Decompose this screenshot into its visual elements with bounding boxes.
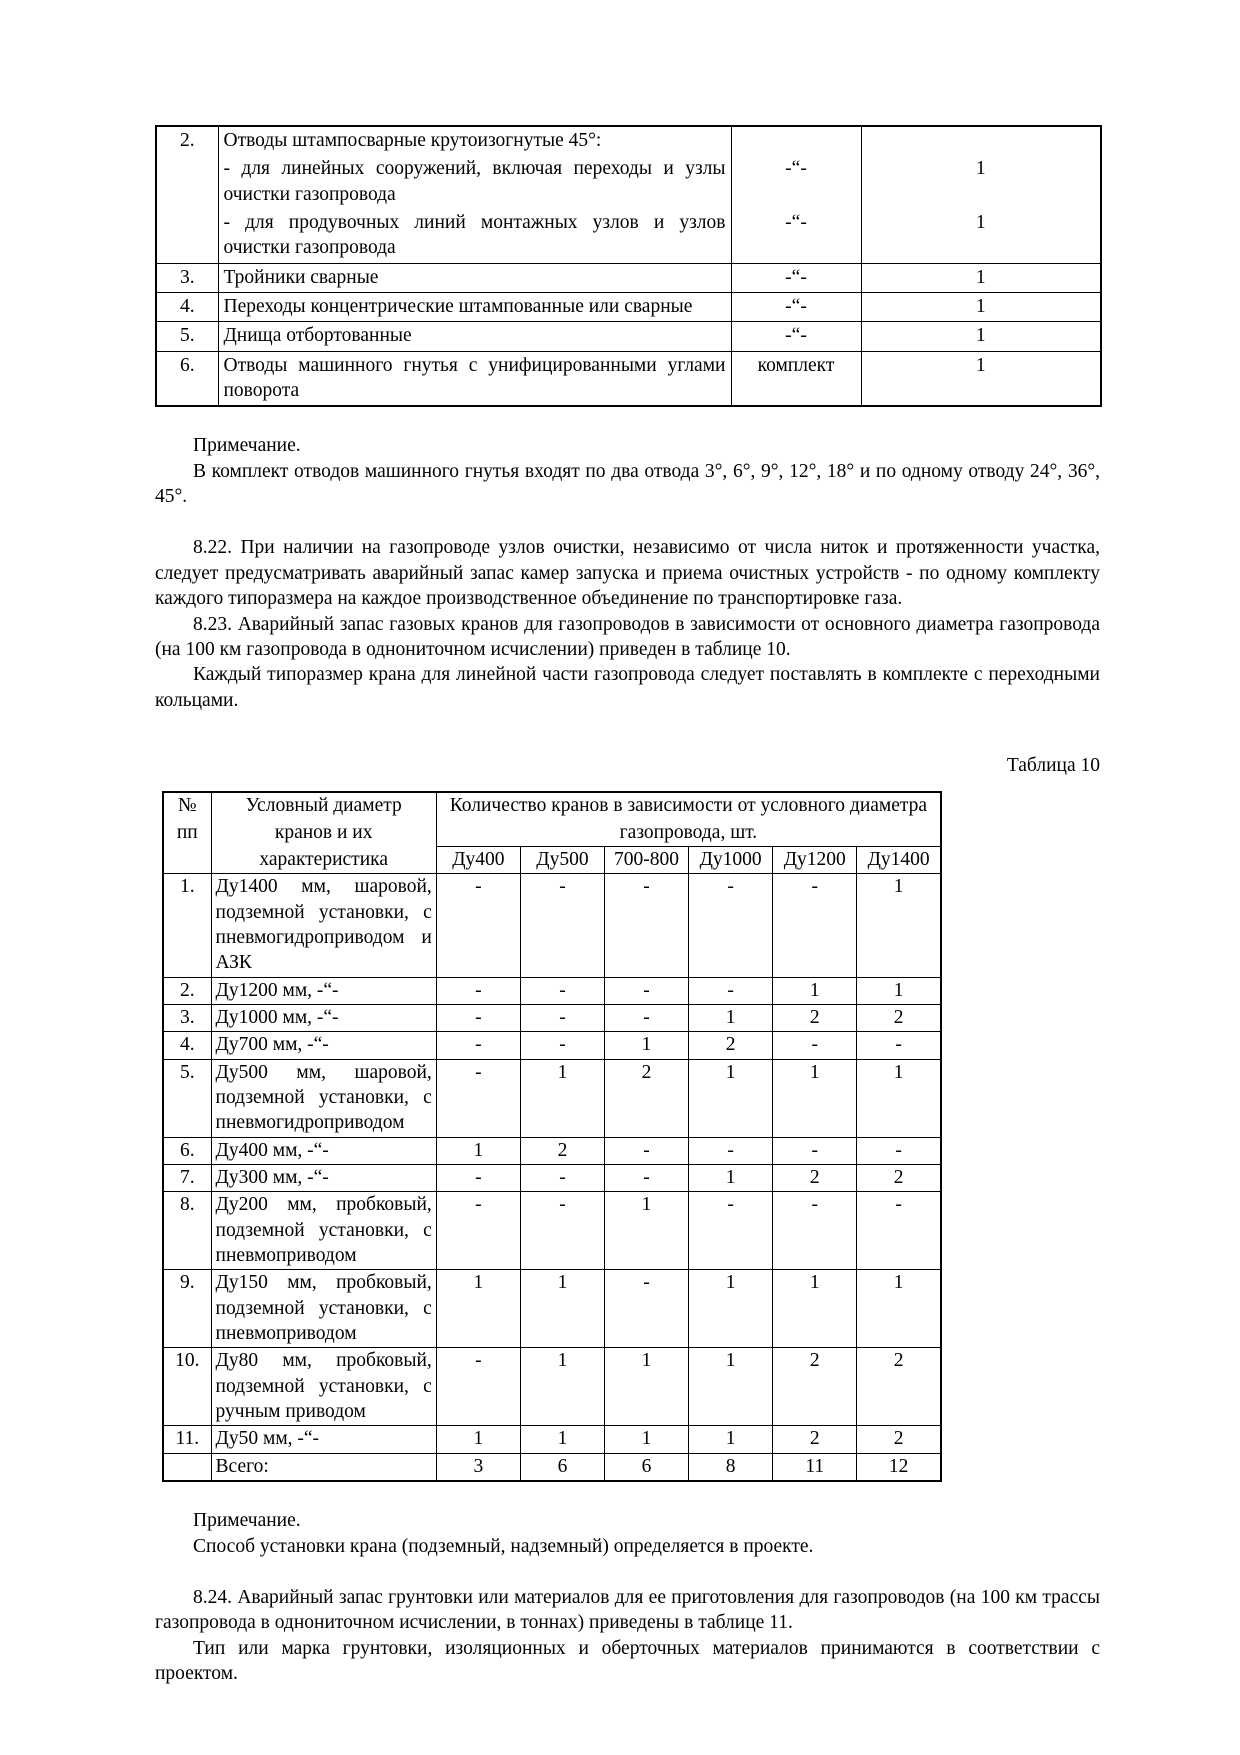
- paragraph-8-22: 8.22. При наличии на газопроводе узлов очистки, независимо от числа ниток и протяженности участка, следует предусматривать аварийный запас камер запуска и приема очистных устройств - по одному комплекту каждого типоразмера на каждое производственное объединение по транспортировке газа.: [155, 537, 1100, 610]
- table-row: [163, 1004, 941, 1031]
- row-unit: [731, 126, 861, 155]
- cell-700-800: -: [605, 1165, 689, 1192]
- row-characteristic: Ду1400 мм, шаровой, подземной установки, с пневмогидроприводом и АЗК: [211, 874, 436, 977]
- cell-du400: -: [436, 1165, 520, 1192]
- cell-du1400: 1: [857, 1270, 941, 1348]
- cell-du1400: 2: [857, 1004, 941, 1031]
- table-row: [163, 1348, 941, 1426]
- row-qty: 1: [861, 351, 1101, 406]
- total-du1400: 12: [857, 1453, 941, 1481]
- row-title: Тройники сварные: [218, 263, 731, 292]
- cell-du1400: 1: [857, 977, 941, 1004]
- cell-du400: -: [436, 874, 520, 977]
- note2-body: Способ установки крана (подземный, надземный) определяется в проекте.: [193, 1535, 814, 1557]
- table-row: [163, 977, 941, 1004]
- table-row: [163, 1426, 941, 1453]
- table-row: [163, 1270, 941, 1348]
- header-du400: Ду400: [436, 846, 520, 873]
- header-num-empty: [163, 846, 211, 873]
- cell-du1200: 1: [773, 977, 857, 1004]
- row-qty: 1: [861, 293, 1101, 322]
- header-du1000: Ду1000: [689, 846, 773, 873]
- table-row: [156, 322, 1101, 351]
- cell-du400: -: [436, 1192, 520, 1270]
- cell-700-800: -: [605, 1270, 689, 1348]
- row-number: 2.: [156, 126, 218, 263]
- cell-du1000: -: [689, 1137, 773, 1164]
- cell-du500: 1: [520, 1270, 604, 1348]
- cell-du400: 1: [436, 1426, 520, 1453]
- cell-700-800: -: [605, 977, 689, 1004]
- row-qty: 1: [861, 209, 1101, 263]
- cell-du1400: 2: [857, 1348, 941, 1426]
- header-char-line2: кранов и их: [211, 820, 436, 847]
- total-du400: 3: [436, 1453, 520, 1481]
- cell-du400: -: [436, 1004, 520, 1031]
- row-characteristic: Ду500 мм, шаровой, подземной установки, с пневмогидроприводом: [211, 1059, 436, 1137]
- cell-du400: 1: [436, 1137, 520, 1164]
- table-row: [156, 126, 1101, 155]
- total-du1200: 11: [773, 1453, 857, 1481]
- cell-du1000: 1: [689, 1426, 773, 1453]
- cell-700-800: 1: [605, 1348, 689, 1426]
- cell-du500: 2: [520, 1137, 604, 1164]
- table-row: [163, 874, 941, 977]
- row-number: 3.: [163, 1004, 211, 1031]
- cell-du500: -: [520, 1032, 604, 1059]
- paragraph-8-23-b: Каждый типоразмер крана для линейной части газопровода следует поставлять в комплекте с переходными кольцами.: [155, 664, 1100, 711]
- row-number: 6.: [156, 351, 218, 406]
- table-row: [163, 1032, 941, 1059]
- cell-du1200: 2: [773, 1004, 857, 1031]
- row-unit: комплект: [731, 351, 861, 406]
- spacer: [155, 1559, 1100, 1585]
- row-unit: -“-: [731, 322, 861, 351]
- total-du1000: 8: [689, 1453, 773, 1481]
- table-top-continuation: [155, 125, 1102, 407]
- header-char-line3: характеристика: [211, 846, 436, 873]
- cell-du1400: 2: [857, 1165, 941, 1192]
- header-group-line1: Количество кранов в зависимости от условного диаметра: [436, 792, 941, 819]
- cell-du500: 1: [520, 1426, 604, 1453]
- table-row: [156, 263, 1101, 292]
- row-unit: -“-: [731, 263, 861, 292]
- row-title: - для линейных сооружений, включая переходы и узлы очистки газопровода: [218, 155, 731, 209]
- cell-du1400: 1: [857, 874, 941, 977]
- header-num-line1: №: [163, 792, 211, 819]
- row-number: 6.: [163, 1137, 211, 1164]
- cell-du1200: 2: [773, 1165, 857, 1192]
- cell-du500: -: [520, 874, 604, 977]
- cell-700-800: -: [605, 1004, 689, 1031]
- table-10-header-row-3: [163, 846, 941, 873]
- cell-du1000: -: [689, 874, 773, 977]
- cell-du1000: 1: [689, 1348, 773, 1426]
- cell-du400: -: [436, 1059, 520, 1137]
- cell-du1000: 1: [689, 1165, 773, 1192]
- table-row: [163, 1137, 941, 1164]
- cell-du400: -: [436, 977, 520, 1004]
- cell-du1200: -: [773, 874, 857, 977]
- spacer: [155, 509, 1100, 535]
- row-characteristic: Ду700 мм, -“-: [211, 1032, 436, 1059]
- row-characteristic: Ду300 мм, -“-: [211, 1165, 436, 1192]
- table-row: [156, 209, 1101, 263]
- row-unit: -“-: [731, 293, 861, 322]
- cell-700-800: 2: [605, 1059, 689, 1137]
- note1-body: В комплект отводов машинного гнутья входят по два отвода 3°, 6°, 9°, 12°, 18° и по одному отводу 24°, 36°, 45°.: [155, 460, 1100, 508]
- cell-du1400: -: [857, 1137, 941, 1164]
- table-10-body: [163, 874, 941, 1481]
- cell-du500: 1: [520, 1348, 604, 1426]
- cell-du500: -: [520, 1192, 604, 1270]
- row-title: Отводы штампосварные крутоизогнутые 45°:: [218, 126, 731, 155]
- cell-du1000: -: [689, 977, 773, 1004]
- cell-du1000: 2: [689, 1032, 773, 1059]
- paragraph-8-24: 8.24. Аварийный запас грунтовки или материалов для ее приготовления для газопроводов (на 100 км трассы газопровода в однониточном исчислении, в тоннах) приведены в таблице 11.: [155, 1586, 1100, 1634]
- row-number: 10.: [163, 1348, 211, 1426]
- row-qty: 1: [861, 155, 1101, 209]
- total-du500: 6: [520, 1453, 604, 1481]
- spacer: [155, 778, 1100, 791]
- note2-heading: Примечание.: [193, 1510, 301, 1532]
- note1-heading: Примечание.: [193, 435, 301, 457]
- row-title: Днища отбортованные: [218, 322, 731, 351]
- header-700-800: 700-800: [605, 846, 689, 873]
- table-row: [156, 155, 1101, 209]
- table-10: [162, 791, 942, 1482]
- cell-du400: 1: [436, 1270, 520, 1348]
- row-number: 1.: [163, 874, 211, 977]
- spacer: [155, 713, 1100, 753]
- table-10-header-row-2: [163, 820, 941, 847]
- row-qty: 1: [861, 322, 1101, 351]
- paragraph-8-23: 8.23. Аварийный запас газовых кранов для газопроводов в зависимости от основного диаметра газопровода (на 100 км газопровода в однониточном исчислении) приведен в таблице 10.: [155, 613, 1100, 660]
- cell-du1400: 2: [857, 1426, 941, 1453]
- cell-du400: -: [436, 1348, 520, 1426]
- table-10-header-row-1: [163, 792, 941, 819]
- cell-du1000: 1: [689, 1270, 773, 1348]
- header-du1400: Ду1400: [857, 846, 941, 873]
- header-du1200: Ду1200: [773, 846, 857, 873]
- spacer: [155, 407, 1100, 433]
- row-title: - для продувочных линий монтажных узлов и узлов очистки газопровода: [218, 209, 731, 263]
- cell-du1200: -: [773, 1137, 857, 1164]
- header-char-line1: Условный диаметр: [211, 792, 436, 819]
- header-du500: Ду500: [520, 846, 604, 873]
- cell-700-800: -: [605, 874, 689, 977]
- row-number: 9.: [163, 1270, 211, 1348]
- row-unit: -“-: [731, 209, 861, 263]
- row-total-label: Всего:: [211, 1453, 436, 1481]
- cell-du400: -: [436, 1032, 520, 1059]
- total-700-800: 6: [605, 1453, 689, 1481]
- row-characteristic: Ду50 мм, -“-: [211, 1426, 436, 1453]
- cell-du1200: 1: [773, 1059, 857, 1137]
- row-qty: [861, 126, 1101, 155]
- row-number: 3.: [156, 263, 218, 292]
- row-number: 4.: [156, 293, 218, 322]
- table-row: [156, 351, 1101, 406]
- table-row-total: [163, 1453, 941, 1481]
- cell-du1400: -: [857, 1192, 941, 1270]
- row-characteristic: Ду80 мм, пробковый, подземной установки, с ручным приводом: [211, 1348, 436, 1426]
- cell-du1000: 1: [689, 1059, 773, 1137]
- cell-du1400: 1: [857, 1059, 941, 1137]
- cell-700-800: 1: [605, 1032, 689, 1059]
- row-characteristic: Ду1200 мм, -“-: [211, 977, 436, 1004]
- table-row: [163, 1165, 941, 1192]
- cell-du1200: 1: [773, 1270, 857, 1348]
- cell-du500: 1: [520, 1059, 604, 1137]
- row-unit: -“-: [731, 155, 861, 209]
- row-number: 2.: [163, 977, 211, 1004]
- cell-du1200: -: [773, 1192, 857, 1270]
- paragraph-8-24-b: Тип или марка грунтовки, изоляционных и оберточных материалов принимаются в соответствии с проектом.: [155, 1637, 1100, 1684]
- row-title: Отводы машинного гнутья с унифицированными углами поворота: [218, 351, 731, 406]
- cell-du1200: 2: [773, 1426, 857, 1453]
- row-number: 4.: [163, 1032, 211, 1059]
- page-content: [155, 125, 1100, 1686]
- row-characteristic: Ду200 мм, пробковый, подземной установки, с пневмоприводом: [211, 1192, 436, 1270]
- cell-du1000: 1: [689, 1004, 773, 1031]
- row-qty: 1: [861, 263, 1101, 292]
- table-row: [163, 1192, 941, 1270]
- cell-du1200: -: [773, 1032, 857, 1059]
- row-number: 5.: [156, 322, 218, 351]
- cell-du500: -: [520, 1165, 604, 1192]
- cell-700-800: 1: [605, 1426, 689, 1453]
- cell-du1200: 2: [773, 1348, 857, 1426]
- cell-du1400: -: [857, 1032, 941, 1059]
- cell-du500: -: [520, 1004, 604, 1031]
- table-row: [163, 1059, 941, 1137]
- row-characteristic: Ду1000 мм, -“-: [211, 1004, 436, 1031]
- row-characteristic: Ду150 мм, пробковый, подземной установки, с пневмоприводом: [211, 1270, 436, 1348]
- row-characteristic: Ду400 мм, -“-: [211, 1137, 436, 1164]
- header-group-line2: газопровода, шт.: [436, 820, 941, 847]
- table-10-caption: Таблица 10: [1006, 754, 1100, 776]
- cell-700-800: -: [605, 1137, 689, 1164]
- row-number: 7.: [163, 1165, 211, 1192]
- row-title: Переходы концентрические штампованные или сварные: [218, 293, 731, 322]
- row-number: 11.: [163, 1426, 211, 1453]
- header-num-line2: пп: [163, 820, 211, 847]
- row-number: 8.: [163, 1192, 211, 1270]
- table-row: [156, 293, 1101, 322]
- spacer: [155, 1482, 1100, 1508]
- cell-700-800: 1: [605, 1192, 689, 1270]
- cell-du500: -: [520, 977, 604, 1004]
- row-number: 5.: [163, 1059, 211, 1137]
- cell-du1000: -: [689, 1192, 773, 1270]
- row-number: [163, 1453, 211, 1481]
